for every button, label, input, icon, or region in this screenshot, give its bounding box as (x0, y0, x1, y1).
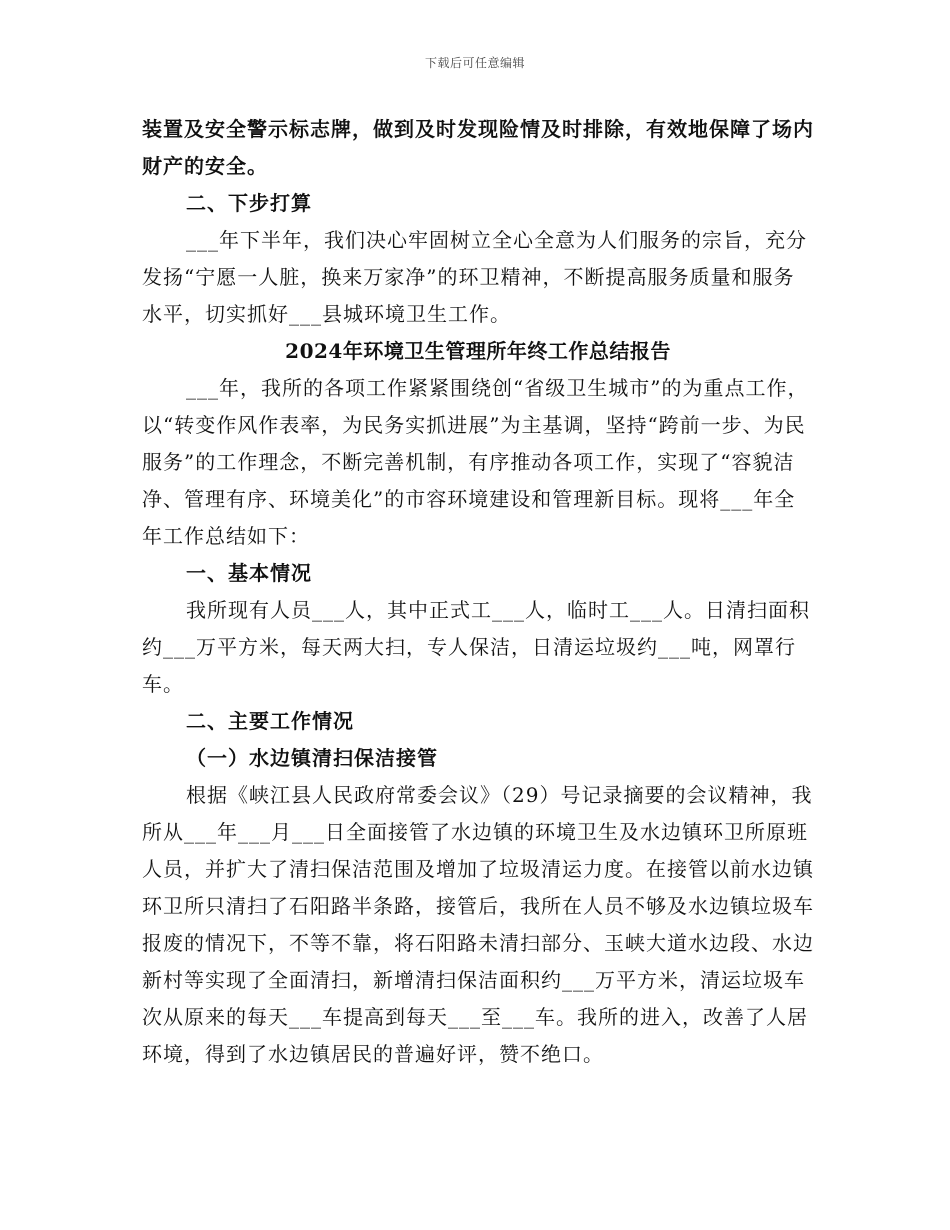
paragraph-safety-measures: 装置及安全警示标志牌，做到及时发现险情及时排除，有效地保障了场内财产的安全。 (142, 117, 814, 178)
heading-main-work: 二、主要工作情况 (186, 709, 354, 733)
heading-next-plan: 二、下步打算 (186, 191, 312, 215)
heading-basic-situation: 一、基本情况 (186, 561, 312, 585)
paragraph-shuibian-takeover: 根据《峡江县人民政府常委会议》（29）号记录摘要的会议精神，我所从___年___月___日全面接管了水边镇的环境卫生及水边镇环卫所原班人员，并扩大了清扫保洁范围及增加了垃圾清运力度。在接管以前水边镇环卫所只清扫了石阳路半条路，接管后，我所在人员不够及水边镇垃圾车报废的情况下，不等不靠，将石阳路未清扫部分、玉峡大道水边段、水边新村等实现了全面清扫，新增清扫保洁面积约___万平方米，清运垃圾车次从原来的每天___车提高到每天___至___车。我所的进入，改善了人居环境，得到了水边镇居民的普遍好评，赞不绝口。 (142, 783, 814, 1066)
heading-shuibian-takeover: （一）水边镇清扫保洁接管 (186, 746, 438, 770)
paragraph-basic-situation: 我所现有人员___人，其中正式工___人，临时工___人。日清扫面积约___万平方米，每天两大扫，专人保洁，日清运垃圾约___吨，网罩行车。 (142, 598, 810, 696)
paragraph-next-plan: ___年下半年，我们决心牢固树立全心全意为人们服务的宗旨，充分发扬“宁愿一人脏，换来万家净”的环卫精神，不断提高服务质量和服务水平，切实抓好___县城环境卫生工作。 (142, 228, 807, 326)
page-header-note: 下载后可任意编辑 (424, 56, 525, 70)
paragraph-intro: ___年，我所的各项工作紧紧围绕创“省级卫生城市”的为重点工作，以“转变作风作表率，为民务实抓进展”为主基调，坚持“跨前一步、为民服务”的工作理念，不断完善机制，有序推动各项工作，实现了“容貌洁净、管理有序、环境美化”的市容环境建设和管理新目标。现将___年全年工作总结如下： (142, 376, 809, 548)
report-title: 2024年环境卫生管理所年终工作总结报告 (285, 339, 671, 363)
document-body (142, 111, 814, 1073)
